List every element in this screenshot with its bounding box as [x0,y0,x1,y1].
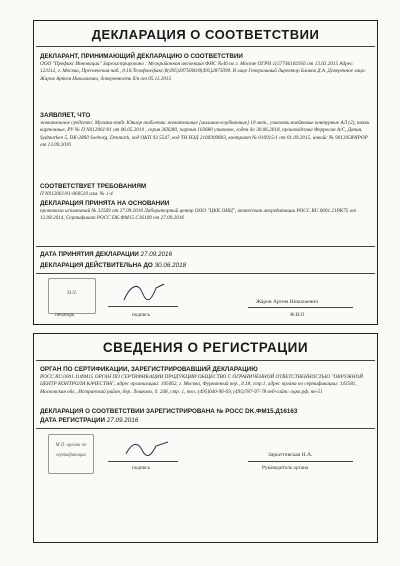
stamp-box [48,278,96,314]
divider [36,360,375,361]
signer-name: Жаров Артем Николаевич [256,299,319,305]
validity-label [40,262,186,269]
signature-caption: подпись [132,312,151,318]
divider [36,46,375,47]
registration-number: ДЕКЛАРАЦИЯ О СООТВЕТСТВИИ ЗАРЕГИСТРИРОВАНА № РОСС DK.ФМ15.Д16163 [40,408,298,415]
declarant-heading: ДЕКЛАРАНТ, ПРИНИМАЮЩИЙ ДЕКЛАРАЦИЮ О СООТВЕТСТВИИ [40,53,243,60]
basis-text: протокола испытаний № 32569 от 27.09.2016 Лабораторный центр ООО "ЦКК ОНЦ", аттестат аккредитации РОСС RU.0001.21РК75 от 12.08.2014, Сертификат РОСС DK.ФМ15.С16109 от 27.09.2016 [40,208,357,222]
registration-signer-name: Зарыттовская Н.А. [268,452,313,458]
registration-signature-caption: подпись [132,465,151,471]
registration-stamp-box [48,434,94,474]
registration-stamp-text: М.П. органа по сертификации [55,443,87,458]
declaration-title: ДЕКЛАРАЦИЯ О СООТВЕТСТВИИ [91,27,320,42]
validity-value: 30.06.2018 [154,262,187,269]
divider [36,246,375,247]
requirements-text: П N012061/01-060510 изм. № 1-4 [40,191,113,197]
stamp-caption: печатьрь [55,312,75,318]
signature-image [120,278,170,306]
basis-heading: ДЕКЛАРАЦИЯ ПРИНЯТА НА ОСНОВАНИИ [40,200,170,207]
validity-label-text: ДЕКЛАРАЦИЯ ДЕЙСТВИТЕЛЬНА ДО [40,262,153,269]
stamp-text: М.П. [67,291,77,296]
declarant-text: ООО "Префикс Инновации" Зарегистрировано : Межрайонная инспекция ФНС №46 по г. Москве ОГРН 1157746182956 от 13.03.2015 Адрес: 123112, г. Москва, Пресненская наб., д.10.Телефон/факс:8(495)2875000/8(495)2875099. В лице Генеральный директор Бликов Д.А. Доверенное лицо: Жаров Артем Николаевич, доверенность б/н от 05.11.2015 [40,61,367,82]
requirements-heading: СООТВЕТСТВУЕТ ТРЕБОВАНИЯМ [40,183,147,190]
acceptance-date-value: 27.09.2016 [140,251,173,258]
registration-signer-line [248,461,353,462]
signature-line [108,306,178,307]
acceptance-date-label [40,251,172,258]
registration-date-label: ДАТА РЕГИСТРАЦИИ [40,417,106,424]
acceptance-date-label-text: ДАТА ПРИНЯТИЯ ДЕКЛАРАЦИИ [40,251,139,258]
signer-line [248,307,353,308]
registration-signature-line [108,461,178,462]
registration-signer-caption: Руководитель органа [262,465,309,471]
body-text: РОСС RU.0001.11ФМ15 ОРГАН ПО СЕРТИФИКАЦИИ ПРОДУКЦИИ ОБЩЕСТВО С ОГРАНИЧЕННОЙ ОТВЕТСТВЕННОСТЬЮ "ОКРУЖНОЙ ЦЕНТР КОНТРОЛЯ КАЧЕСТВА", адрес организации: 105062, г. Москва, Фурманный пер., д.18, стр.1, адрес органа по сертификации: 143581, Московская обл., Истринский район, дер. Лешково, д. 248, стр. 1, тел.:(495)640-96-69, (495)787-97-78 веб-сайт: оцкк.рф, пн-51 [40,374,363,395]
statement-heading: ЗАЯВЛЯЕТ, ЧТО [40,112,91,119]
divider [36,428,375,429]
statement-text: жевательное средство: Мульти-табс Юниор таблетки жевательные [малинао-клубничные] 10 мет., упаковки ячейковые контурные АЛ (2), пачки картонные, РУ № П N012061/01 от 06.05.2010 , серия 269280, партия 103680 упаковок, годен до 30.06.2018, производства Ферросан А/С, Дания, Sydmarken 5, DK-2860 Soeborg, Denmark, код ОКП 93 5547, код ТН ВЭД 2106909803, контракт № 010915/1 от 01.09.2015, инвойс № 90139589IPOP от 13.09.2016 [40,120,370,149]
registration-title: СВЕДЕНИЯ О РЕГИСТРАЦИИ [102,340,309,355]
signer-caption: Ф.И.О [290,312,305,318]
registration-signature-image [122,438,172,460]
registration-date-value: 27.09.2016 [106,417,139,424]
body-heading: ОРГАН ПО СЕРТИФИКАЦИИ, ЗАРЕГИСТРИРОВАВШИЙ ДЕКЛАРАЦИЮ [40,366,258,373]
registration-date [40,417,138,424]
divider [36,273,375,274]
